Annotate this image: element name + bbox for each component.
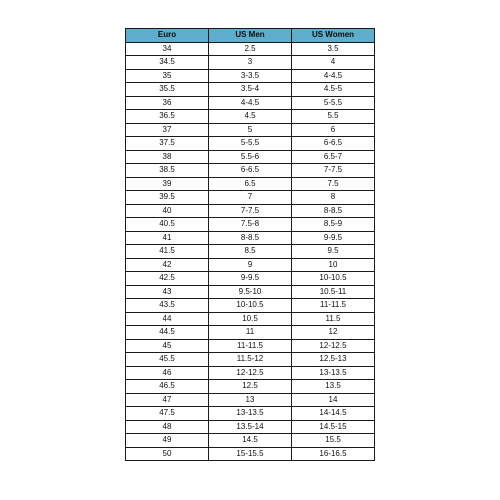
table-row — [126, 434, 375, 448]
cell-euro: 35 — [126, 69, 209, 83]
cell-us-men: 3 — [209, 56, 292, 70]
table-row — [126, 312, 375, 326]
size-chart-table — [125, 28, 375, 461]
cell-euro: 41 — [126, 231, 209, 245]
cell-us-women: 14.5-15 — [292, 420, 375, 434]
table-row — [126, 258, 375, 272]
table-row — [126, 164, 375, 178]
cell-euro: 37 — [126, 123, 209, 137]
table-row — [126, 407, 375, 421]
table-row — [126, 69, 375, 83]
cell-us-men: 14.5 — [209, 434, 292, 448]
cell-euro: 36.5 — [126, 110, 209, 124]
cell-us-women: 16-16.5 — [292, 447, 375, 461]
cell-us-women: 4.5-5 — [292, 83, 375, 97]
cell-euro: 48 — [126, 420, 209, 434]
cell-us-women: 5.5 — [292, 110, 375, 124]
table-row — [126, 204, 375, 218]
cell-us-women: 3.5 — [292, 42, 375, 56]
table-row — [126, 218, 375, 232]
table-row — [126, 245, 375, 259]
cell-euro: 37.5 — [126, 137, 209, 151]
table-row — [126, 299, 375, 313]
table-row — [126, 177, 375, 191]
header-us-men: US Men — [209, 29, 292, 43]
cell-euro: 44.5 — [126, 326, 209, 340]
cell-euro: 47.5 — [126, 407, 209, 421]
cell-us-men: 5 — [209, 123, 292, 137]
cell-euro: 42.5 — [126, 272, 209, 286]
cell-euro: 36 — [126, 96, 209, 110]
cell-euro: 41.5 — [126, 245, 209, 259]
header-euro: Euro — [126, 29, 209, 43]
table-row — [126, 231, 375, 245]
cell-us-women: 12-12.5 — [292, 339, 375, 353]
cell-us-men: 9-9.5 — [209, 272, 292, 286]
cell-euro: 35.5 — [126, 83, 209, 97]
cell-us-women: 13-13.5 — [292, 366, 375, 380]
cell-euro: 43.5 — [126, 299, 209, 313]
cell-us-women: 10-10.5 — [292, 272, 375, 286]
table-header-row — [126, 29, 375, 43]
cell-us-men: 10-10.5 — [209, 299, 292, 313]
cell-us-men: 9 — [209, 258, 292, 272]
cell-euro: 45.5 — [126, 353, 209, 367]
cell-us-women: 12.5-13 — [292, 353, 375, 367]
cell-us-men: 11 — [209, 326, 292, 340]
cell-us-men: 11.5-12 — [209, 353, 292, 367]
cell-us-men: 7 — [209, 191, 292, 205]
cell-euro: 34.5 — [126, 56, 209, 70]
cell-euro: 39.5 — [126, 191, 209, 205]
table-row — [126, 96, 375, 110]
table-row — [126, 137, 375, 151]
cell-us-women: 10 — [292, 258, 375, 272]
cell-euro: 43 — [126, 285, 209, 299]
cell-us-men: 12-12.5 — [209, 366, 292, 380]
table-row — [126, 83, 375, 97]
cell-euro: 42 — [126, 258, 209, 272]
cell-euro: 47 — [126, 393, 209, 407]
table-body — [126, 42, 375, 461]
cell-us-women: 4-4.5 — [292, 69, 375, 83]
cell-us-women: 7.5 — [292, 177, 375, 191]
table-row — [126, 42, 375, 56]
cell-us-women: 6-6.5 — [292, 137, 375, 151]
cell-us-men: 6-6.5 — [209, 164, 292, 178]
cell-us-women: 9-9.5 — [292, 231, 375, 245]
table-row — [126, 150, 375, 164]
cell-us-men: 15-15.5 — [209, 447, 292, 461]
cell-euro: 38.5 — [126, 164, 209, 178]
cell-us-women: 4 — [292, 56, 375, 70]
cell-us-men: 2.5 — [209, 42, 292, 56]
cell-us-men: 13.5-14 — [209, 420, 292, 434]
cell-us-men: 7.5-8 — [209, 218, 292, 232]
cell-us-women: 7-7.5 — [292, 164, 375, 178]
cell-us-men: 10.5 — [209, 312, 292, 326]
cell-us-women: 8-8.5 — [292, 204, 375, 218]
table-row — [126, 285, 375, 299]
cell-euro: 40 — [126, 204, 209, 218]
cell-euro: 46 — [126, 366, 209, 380]
cell-us-men: 5-5.5 — [209, 137, 292, 151]
table-row — [126, 191, 375, 205]
cell-us-women: 13.5 — [292, 380, 375, 394]
cell-euro: 46.5 — [126, 380, 209, 394]
cell-us-women: 6.5-7 — [292, 150, 375, 164]
cell-us-women: 14 — [292, 393, 375, 407]
table-row — [126, 56, 375, 70]
cell-us-men: 8.5 — [209, 245, 292, 259]
cell-us-men: 8-8.5 — [209, 231, 292, 245]
cell-us-men: 3.5-4 — [209, 83, 292, 97]
cell-us-men: 5.5-6 — [209, 150, 292, 164]
cell-euro: 38 — [126, 150, 209, 164]
cell-us-women: 8.5-9 — [292, 218, 375, 232]
cell-euro: 44 — [126, 312, 209, 326]
cell-us-women: 9.5 — [292, 245, 375, 259]
cell-us-women: 11.5 — [292, 312, 375, 326]
cell-us-men: 3-3.5 — [209, 69, 292, 83]
table-row — [126, 380, 375, 394]
cell-us-men: 12.5 — [209, 380, 292, 394]
cell-us-women: 5-5.5 — [292, 96, 375, 110]
cell-us-men: 13 — [209, 393, 292, 407]
cell-us-women: 12 — [292, 326, 375, 340]
cell-us-women: 14-14.5 — [292, 407, 375, 421]
cell-us-women: 6 — [292, 123, 375, 137]
cell-us-men: 9.5-10 — [209, 285, 292, 299]
cell-euro: 40.5 — [126, 218, 209, 232]
table-row — [126, 326, 375, 340]
cell-us-men: 4-4.5 — [209, 96, 292, 110]
cell-euro: 45 — [126, 339, 209, 353]
table-row — [126, 110, 375, 124]
cell-us-women: 10.5-11 — [292, 285, 375, 299]
header-us-women: US Women — [292, 29, 375, 43]
cell-us-men: 4.5 — [209, 110, 292, 124]
cell-us-men: 7-7.5 — [209, 204, 292, 218]
cell-euro: 39 — [126, 177, 209, 191]
cell-us-women: 11-11.5 — [292, 299, 375, 313]
table-row — [126, 447, 375, 461]
cell-us-women: 8 — [292, 191, 375, 205]
table-row — [126, 272, 375, 286]
cell-us-women: 15.5 — [292, 434, 375, 448]
cell-us-men: 6.5 — [209, 177, 292, 191]
cell-euro: 50 — [126, 447, 209, 461]
cell-us-men: 13-13.5 — [209, 407, 292, 421]
table-row — [126, 366, 375, 380]
cell-us-men: 11-11.5 — [209, 339, 292, 353]
cell-euro: 34 — [126, 42, 209, 56]
table-row — [126, 123, 375, 137]
table-row — [126, 339, 375, 353]
table-row — [126, 393, 375, 407]
cell-euro: 49 — [126, 434, 209, 448]
table-row — [126, 420, 375, 434]
table-row — [126, 353, 375, 367]
